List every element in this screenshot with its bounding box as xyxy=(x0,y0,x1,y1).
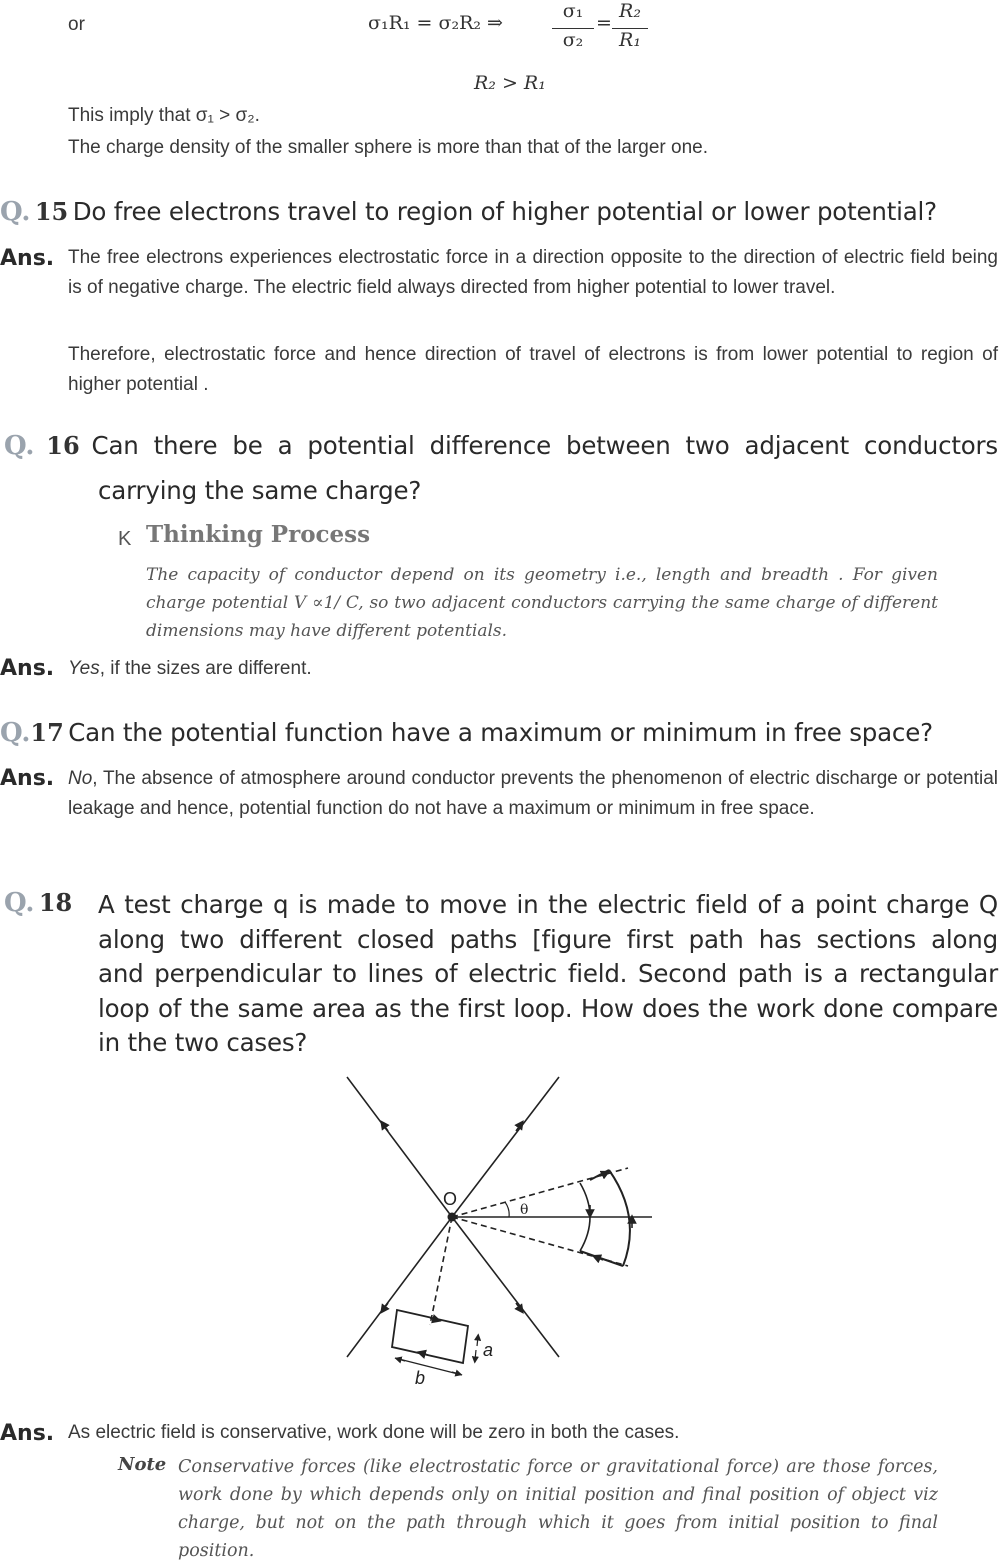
question-18-text xyxy=(98,888,998,1061)
arrow-icon xyxy=(475,1350,476,1360)
question-label: Q. xyxy=(0,718,31,748)
question-line: loop of the same area as the first loop. How does the work done compare xyxy=(98,993,998,1023)
fraction-equals: = xyxy=(596,12,612,34)
fraction-radius xyxy=(612,0,648,51)
question-17 xyxy=(0,718,933,748)
field-line xyxy=(452,1217,559,1357)
answer-15-paragraph-2: Therefore, electrostatic force and hence direction of travel of electrons is from lower potential to region of higher potential . xyxy=(68,344,998,395)
answer-18: As electric field is conservative, work done will be zero in both the cases. xyxy=(68,1422,680,1443)
question-line: and perpendicular to lines of electric field. Second path is a rectangular xyxy=(98,959,998,988)
question-line: along two different closed paths [figure first path has sections along xyxy=(98,924,998,954)
thinking-process-text: The capacity of conductor depend on its geometry i.e., length and breadth . For given charge potential V ∝1/ C, so two adjacent conductors carrying the same charge of different dimensions may have different potentials. xyxy=(146,565,938,641)
question-text: Do free electrons travel to region of higher potential or lower potential? xyxy=(72,197,937,226)
fraction-sigma-numerator: σ₁ xyxy=(562,0,584,22)
answer-lead: Yes xyxy=(68,658,100,679)
answer-17 xyxy=(68,764,998,823)
rectangular-loop xyxy=(392,1310,468,1363)
sector-top-edge xyxy=(590,1170,609,1180)
angle-label: θ xyxy=(520,1202,529,1218)
point-charge-dot xyxy=(448,1213,457,1222)
question-number: 18 xyxy=(38,888,73,917)
question-label: Q. xyxy=(4,431,35,461)
answer-rest: , The absence of atmosphere around conductor prevents the phenomenon of electric discharge or potential leakage and hence, potential function do not have a maximum or minimum in free space. xyxy=(68,768,998,819)
line-imply: This imply that σ₁ > σ₂. xyxy=(68,105,260,126)
electric-field-paths-diagram xyxy=(330,1070,670,1395)
question-number: 15 xyxy=(34,197,69,226)
line-charge-density: The charge density of the smaller sphere is more than that of the larger one. xyxy=(68,137,709,158)
answer-rest: , if the sizes are different. xyxy=(99,658,312,679)
fraction-sigma-denominator: σ₂ xyxy=(562,29,584,51)
answer-label: Ans. xyxy=(0,766,55,791)
or-label: or xyxy=(68,14,85,35)
fraction-radius-numerator: R₂ xyxy=(619,0,641,22)
answer-label: Ans. xyxy=(0,1421,55,1446)
question-16-line-2: carrying the same charge? xyxy=(98,476,422,505)
question-label: Q. xyxy=(0,197,31,227)
thinking-process-title: Thinking Process xyxy=(146,521,371,548)
sector-outer-arc xyxy=(609,1170,630,1266)
question-15 xyxy=(0,197,937,227)
answer-16 xyxy=(68,654,312,684)
question-16-line-1 xyxy=(4,431,998,461)
question-18-label xyxy=(4,888,72,918)
question-text: Can there be a potential difference between two adjacent conductors xyxy=(91,431,998,460)
field-line xyxy=(347,1077,452,1217)
arrow-icon xyxy=(383,1124,388,1131)
origin-label: O xyxy=(443,1189,458,1209)
side-a-label: a xyxy=(483,1340,494,1360)
note-label: Note xyxy=(118,1454,167,1475)
question-text: Can the potential function have a maximum or minimum in free space? xyxy=(68,718,933,747)
equation-r2-gt-r1: R₂ > R₁ xyxy=(474,72,546,94)
fraction-sigma xyxy=(552,0,594,51)
note-text: Conservative forces (like electrostatic force or gravitational force) are those forces, work done by which depends only on initial position and final position of object viz charge, but not on the path through which it goes from initial position to final position. xyxy=(178,1457,938,1561)
equation-sigma-r: σ₁R₁ = σ₂R₂ ⇒ xyxy=(368,12,503,34)
arrow-icon xyxy=(421,1353,428,1355)
angle-arc xyxy=(505,1202,509,1217)
fraction-radius-denominator: R₁ xyxy=(619,29,641,51)
question-line: A test charge q is made to move in the electric field of a point charge Q xyxy=(98,890,998,919)
question-label: Q. xyxy=(4,888,35,918)
field-line xyxy=(452,1077,559,1217)
answer-label: Ans. xyxy=(0,246,55,271)
side-b-label: b xyxy=(415,1368,426,1388)
arrow-icon xyxy=(383,1303,388,1310)
arrow-icon xyxy=(477,1337,478,1346)
answer-lead: No xyxy=(68,768,93,789)
question-line: in the two cases? xyxy=(98,1028,308,1057)
answer-15-paragraph-1: The free electrons experiences electrostatic force in a direction opposite to the direction of electric field being is of negative charge. The electric field always directed from higher potential to lower travel. xyxy=(68,247,998,298)
thinking-process-marker: K xyxy=(118,528,132,550)
question-number: 17 xyxy=(30,718,64,747)
question-number: 16 xyxy=(46,431,80,460)
field-line xyxy=(347,1217,452,1357)
dashed-line-to-loop xyxy=(430,1217,452,1325)
answer-label: Ans. xyxy=(0,656,55,681)
